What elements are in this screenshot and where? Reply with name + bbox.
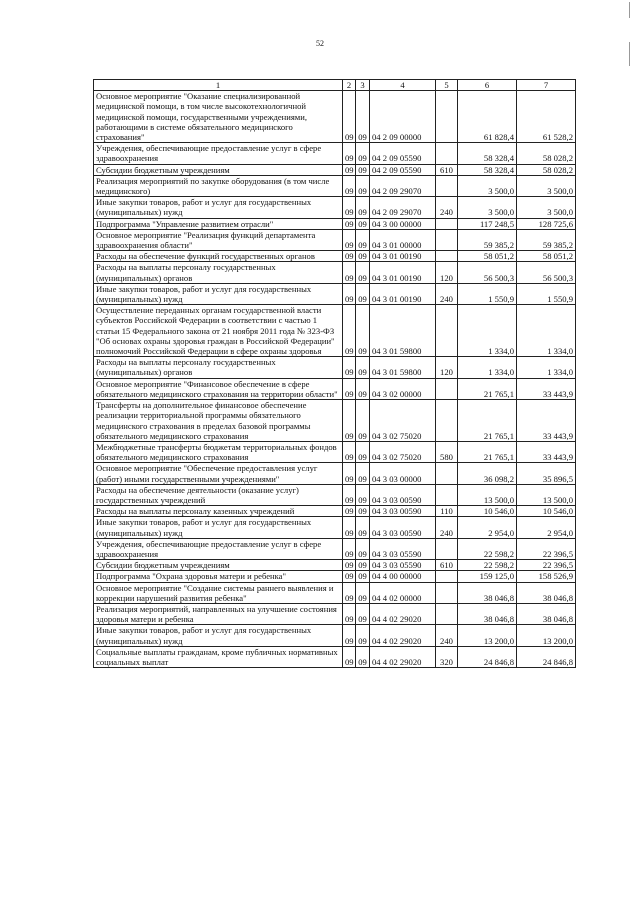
amount-year1-cell: 21 765,1: [458, 378, 517, 399]
amount-year2-cell: 33 443,9: [517, 441, 576, 462]
subsection-code-cell: 09: [356, 218, 370, 229]
section-code-cell: 09: [343, 175, 356, 196]
amount-year2-cell: 1 334,0: [517, 305, 576, 357]
expense-type-cell: [436, 582, 458, 603]
table-row: [94, 283, 576, 304]
row-name-cell: Иные закупки товаров, работ и услуг для государственных (муниципальных) нужд: [94, 625, 343, 646]
amount-year1-cell: 38 046,8: [458, 582, 517, 603]
expense-type-cell: [436, 400, 458, 442]
expense-type-cell: 320: [436, 646, 458, 667]
table-row: [94, 357, 576, 378]
section-code-cell: 09: [343, 646, 356, 667]
expense-type-cell: 110: [436, 506, 458, 517]
row-name-cell: Субсидии бюджетным учреждениям: [94, 560, 343, 571]
row-name-cell: Расходы на выплаты персоналу казенных учреждений: [94, 506, 343, 517]
table-row: [94, 646, 576, 667]
amount-year2-cell: 10 546,0: [517, 506, 576, 517]
amount-year2-cell: 38 046,8: [517, 603, 576, 624]
section-code-cell: 09: [343, 357, 356, 378]
amount-year2-cell: 1 334,0: [517, 357, 576, 378]
section-code-cell: 09: [343, 517, 356, 538]
scan-edge-mark: [629, 2, 630, 18]
amount-year1-cell: 61 828,4: [458, 91, 517, 143]
section-code-cell: 09: [343, 218, 356, 229]
table-row: [94, 378, 576, 399]
target-article-cell: 04 3 03 05590: [370, 560, 436, 571]
table-row: [94, 441, 576, 462]
column-header: 6: [458, 80, 517, 91]
target-article-cell: 04 2 09 05590: [370, 143, 436, 164]
table-row: [94, 582, 576, 603]
target-article-cell: 04 3 01 59800: [370, 357, 436, 378]
target-article-cell: 04 3 00 00000: [370, 218, 436, 229]
subsection-code-cell: 09: [356, 441, 370, 462]
expense-type-cell: [436, 251, 458, 262]
column-header: 4: [370, 80, 436, 91]
target-article-cell: 04 2 09 05590: [370, 164, 436, 175]
table-row: [94, 538, 576, 559]
expense-type-cell: 120: [436, 357, 458, 378]
subsection-code-cell: 09: [356, 538, 370, 559]
row-name-cell: Расходы на обеспечение функций государственных органов: [94, 251, 343, 262]
target-article-cell: 04 3 02 75020: [370, 400, 436, 442]
table-row: [94, 603, 576, 624]
table-row: [94, 484, 576, 505]
expense-type-cell: [436, 603, 458, 624]
subsection-code-cell: 09: [356, 646, 370, 667]
subsection-code-cell: 09: [356, 582, 370, 603]
amount-year2-cell: 13 200,0: [517, 625, 576, 646]
amount-year1-cell: 10 546,0: [458, 506, 517, 517]
subsection-code-cell: 09: [356, 357, 370, 378]
target-article-cell: 04 2 09 29070: [370, 175, 436, 196]
subsection-code-cell: 09: [356, 262, 370, 283]
section-code-cell: 09: [343, 164, 356, 175]
column-header: 2: [343, 80, 356, 91]
column-header: 3: [356, 80, 370, 91]
section-code-cell: 09: [343, 484, 356, 505]
amount-year2-cell: 56 500,3: [517, 262, 576, 283]
amount-year2-cell: 158 526,9: [517, 571, 576, 582]
subsection-code-cell: 09: [356, 484, 370, 505]
subsection-code-cell: 09: [356, 571, 370, 582]
target-article-cell: 04 4 02 29020: [370, 603, 436, 624]
row-name-cell: Учреждения, обеспечивающие предоставление услуг в сфере здравоохранения: [94, 143, 343, 164]
amount-year1-cell: 3 500,0: [458, 175, 517, 196]
scan-edge-mark: [629, 42, 630, 66]
amount-year2-cell: 1 550,9: [517, 283, 576, 304]
expense-type-cell: 120: [436, 262, 458, 283]
expense-type-cell: [436, 218, 458, 229]
row-name-cell: Реализация мероприятий по закупке оборудования (в том числе медицинского): [94, 175, 343, 196]
table-row: [94, 175, 576, 196]
table-row: [94, 625, 576, 646]
amount-year1-cell: 13 200,0: [458, 625, 517, 646]
target-article-cell: 04 4 00 00000: [370, 571, 436, 582]
amount-year1-cell: 56 500,3: [458, 262, 517, 283]
table-row: [94, 262, 576, 283]
target-article-cell: 04 3 01 00190: [370, 262, 436, 283]
amount-year1-cell: 22 598,2: [458, 538, 517, 559]
table-row: [94, 164, 576, 175]
subsection-code-cell: 09: [356, 378, 370, 399]
amount-year2-cell: 128 725,6: [517, 218, 576, 229]
section-code-cell: 09: [343, 262, 356, 283]
amount-year2-cell: 22 396,5: [517, 560, 576, 571]
row-name-cell: Иные закупки товаров, работ и услуг для государственных (муниципальных) нужд: [94, 517, 343, 538]
amount-year2-cell: 3 500,0: [517, 197, 576, 218]
expense-type-cell: 240: [436, 283, 458, 304]
section-code-cell: 09: [343, 625, 356, 646]
amount-year2-cell: 58 028,2: [517, 143, 576, 164]
table-row: [94, 305, 576, 357]
table-row: [94, 229, 576, 250]
amount-year2-cell: 13 500,0: [517, 484, 576, 505]
section-code-cell: 09: [343, 582, 356, 603]
section-code-cell: 09: [343, 251, 356, 262]
expense-type-cell: [436, 484, 458, 505]
section-code-cell: 09: [343, 560, 356, 571]
amount-year1-cell: 59 385,2: [458, 229, 517, 250]
page-number: 52: [316, 39, 324, 48]
row-name-cell: Субсидии бюджетным учреждениям: [94, 164, 343, 175]
budget-table: [93, 79, 576, 668]
subsection-code-cell: 09: [356, 229, 370, 250]
target-article-cell: 04 3 01 00190: [370, 283, 436, 304]
expense-type-cell: [436, 143, 458, 164]
amount-year2-cell: 38 046,8: [517, 582, 576, 603]
amount-year1-cell: 36 098,2: [458, 463, 517, 484]
target-article-cell: 04 3 03 00000: [370, 463, 436, 484]
expense-type-cell: [436, 378, 458, 399]
subsection-code-cell: 09: [356, 625, 370, 646]
target-article-cell: 04 4 02 00000: [370, 582, 436, 603]
amount-year1-cell: 58 328,4: [458, 143, 517, 164]
subsection-code-cell: 09: [356, 143, 370, 164]
expense-type-cell: [436, 463, 458, 484]
row-name-cell: Расходы на выплаты персоналу государственных (муниципальных) органов: [94, 262, 343, 283]
subsection-code-cell: 09: [356, 517, 370, 538]
subsection-code-cell: 09: [356, 400, 370, 442]
amount-year2-cell: 58 051,2: [517, 251, 576, 262]
target-article-cell: 04 4 02 29020: [370, 625, 436, 646]
expense-type-cell: [436, 175, 458, 196]
row-name-cell: Основное мероприятие "Оказание специализированной медицинской помощи, в том числе высокотехнологичной медицинской помощи, государственными учреждениями, работающими в системе обязательного медицинского страхования": [94, 91, 343, 143]
amount-year1-cell: 58 051,2: [458, 251, 517, 262]
section-code-cell: 09: [343, 400, 356, 442]
row-name-cell: Основное мероприятие "Реализация функций департамента здравоохранения области": [94, 229, 343, 250]
row-name-cell: Подпрограмма "Управление развитием отрасли": [94, 218, 343, 229]
row-name-cell: Учреждения, обеспечивающие предоставление услуг в сфере здравоохранения: [94, 538, 343, 559]
row-name-cell: Иные закупки товаров, работ и услуг для государственных (муниципальных) нужд: [94, 197, 343, 218]
row-name-cell: Межбюджетные трансферты бюджетам территориальных фондов обязательного медицинского страхования: [94, 441, 343, 462]
section-code-cell: 09: [343, 441, 356, 462]
subsection-code-cell: 09: [356, 463, 370, 484]
subsection-code-cell: 09: [356, 175, 370, 196]
table-row: [94, 400, 576, 442]
amount-year2-cell: 59 385,2: [517, 229, 576, 250]
row-name-cell: Подпрограмма "Охрана здоровья матери и ребенка": [94, 571, 343, 582]
amount-year1-cell: 13 500,0: [458, 484, 517, 505]
table-row: [94, 143, 576, 164]
column-header: 5: [436, 80, 458, 91]
table-row: [94, 251, 576, 262]
section-code-cell: 09: [343, 506, 356, 517]
table-header-row: [94, 80, 576, 91]
row-name-cell: Осуществление переданных органам государственной власти субъектов Российской Федерации в соответствии с частью 1 статьи 15 Федерального закона от 21 ноября 2011 года № 323-ФЗ "Об основах охраны здоровья граждан в Российской Федерации" полномочий Российской Федерации в сфере охраны здоровья: [94, 305, 343, 357]
table-row: [94, 463, 576, 484]
expense-type-cell: 240: [436, 625, 458, 646]
target-article-cell: 04 3 02 00000: [370, 378, 436, 399]
expense-type-cell: 610: [436, 560, 458, 571]
target-article-cell: 04 3 03 00590: [370, 506, 436, 517]
expense-type-cell: 610: [436, 164, 458, 175]
section-code-cell: 09: [343, 143, 356, 164]
amount-year1-cell: 1 550,9: [458, 283, 517, 304]
expense-type-cell: [436, 91, 458, 143]
amount-year2-cell: 58 028,2: [517, 164, 576, 175]
section-code-cell: 09: [343, 91, 356, 143]
table-row: [94, 517, 576, 538]
row-name-cell: Основное мероприятие "Обеспечение предоставления услуг (работ) иными государственными учреждениями": [94, 463, 343, 484]
target-article-cell: 04 3 03 05590: [370, 538, 436, 559]
subsection-code-cell: 09: [356, 560, 370, 571]
row-name-cell: Реализация мероприятий, направленных на улучшение состояния здоровья матери и ребенка: [94, 603, 343, 624]
amount-year1-cell: 22 598,2: [458, 560, 517, 571]
table-row: [94, 506, 576, 517]
table-row: [94, 91, 576, 143]
amount-year2-cell: 33 443,9: [517, 400, 576, 442]
expense-type-cell: [436, 229, 458, 250]
target-article-cell: 04 3 01 00190: [370, 251, 436, 262]
target-article-cell: 04 2 09 29070: [370, 197, 436, 218]
amount-year2-cell: 24 846,8: [517, 646, 576, 667]
amount-year1-cell: 2 954,0: [458, 517, 517, 538]
target-article-cell: 04 3 01 59800: [370, 305, 436, 357]
amount-year2-cell: 2 954,0: [517, 517, 576, 538]
target-article-cell: 04 3 03 00590: [370, 484, 436, 505]
subsection-code-cell: 09: [356, 603, 370, 624]
column-header: 7: [517, 80, 576, 91]
amount-year1-cell: 58 328,4: [458, 164, 517, 175]
amount-year1-cell: 21 765,1: [458, 441, 517, 462]
expense-type-cell: 580: [436, 441, 458, 462]
target-article-cell: 04 2 09 00000: [370, 91, 436, 143]
expense-type-cell: [436, 571, 458, 582]
amount-year2-cell: 22 396,5: [517, 538, 576, 559]
section-code-cell: 09: [343, 197, 356, 218]
subsection-code-cell: 09: [356, 283, 370, 304]
section-code-cell: 09: [343, 538, 356, 559]
row-name-cell: Социальные выплаты гражданам, кроме публичных нормативных социальных выплат: [94, 646, 343, 667]
target-article-cell: 04 3 01 00000: [370, 229, 436, 250]
row-name-cell: Расходы на выплаты персоналу государственных (муниципальных) органов: [94, 357, 343, 378]
table-row: [94, 571, 576, 582]
column-header: 1: [94, 80, 343, 91]
amount-year1-cell: 38 046,8: [458, 603, 517, 624]
subsection-code-cell: 09: [356, 305, 370, 357]
row-name-cell: Расходы на обеспечение деятельности (оказание услуг) государственных учреждений: [94, 484, 343, 505]
target-article-cell: 04 4 02 29020: [370, 646, 436, 667]
row-name-cell: Основное мероприятие "Создание системы раннего выявления и коррекции нарушений развития ребенка": [94, 582, 343, 603]
amount-year1-cell: 159 125,0: [458, 571, 517, 582]
amount-year1-cell: 117 248,5: [458, 218, 517, 229]
amount-year2-cell: 35 896,5: [517, 463, 576, 484]
amount-year1-cell: 21 765,1: [458, 400, 517, 442]
subsection-code-cell: 09: [356, 506, 370, 517]
row-name-cell: Иные закупки товаров, работ и услуг для государственных (муниципальных) нужд: [94, 283, 343, 304]
row-name-cell: Основное мероприятие "Финансовое обеспечение в сфере обязательного медицинского страхования на территории области": [94, 378, 343, 399]
expense-type-cell: [436, 538, 458, 559]
amount-year2-cell: 3 500,0: [517, 175, 576, 196]
amount-year1-cell: 24 846,8: [458, 646, 517, 667]
expense-type-cell: [436, 305, 458, 357]
subsection-code-cell: 09: [356, 91, 370, 143]
section-code-cell: 09: [343, 283, 356, 304]
subsection-code-cell: 09: [356, 251, 370, 262]
amount-year2-cell: 33 443,9: [517, 378, 576, 399]
section-code-cell: 09: [343, 229, 356, 250]
expense-type-cell: 240: [436, 197, 458, 218]
amount-year1-cell: 1 334,0: [458, 357, 517, 378]
table-row: [94, 560, 576, 571]
section-code-cell: 09: [343, 305, 356, 357]
subsection-code-cell: 09: [356, 197, 370, 218]
amount-year2-cell: 61 528,2: [517, 91, 576, 143]
amount-year1-cell: 3 500,0: [458, 197, 517, 218]
row-name-cell: Трансферты на дополнительное финансовое обеспечение реализации территориальной программы обязательного медицинского страхования в пределах базовой программы обязательного медицинского страхования: [94, 400, 343, 442]
section-code-cell: 09: [343, 463, 356, 484]
target-article-cell: 04 3 03 00590: [370, 517, 436, 538]
expense-type-cell: 240: [436, 517, 458, 538]
target-article-cell: 04 3 02 75020: [370, 441, 436, 462]
section-code-cell: 09: [343, 603, 356, 624]
table-row: [94, 218, 576, 229]
table-row: [94, 197, 576, 218]
section-code-cell: 09: [343, 571, 356, 582]
subsection-code-cell: 09: [356, 164, 370, 175]
amount-year1-cell: 1 334,0: [458, 305, 517, 357]
section-code-cell: 09: [343, 378, 356, 399]
